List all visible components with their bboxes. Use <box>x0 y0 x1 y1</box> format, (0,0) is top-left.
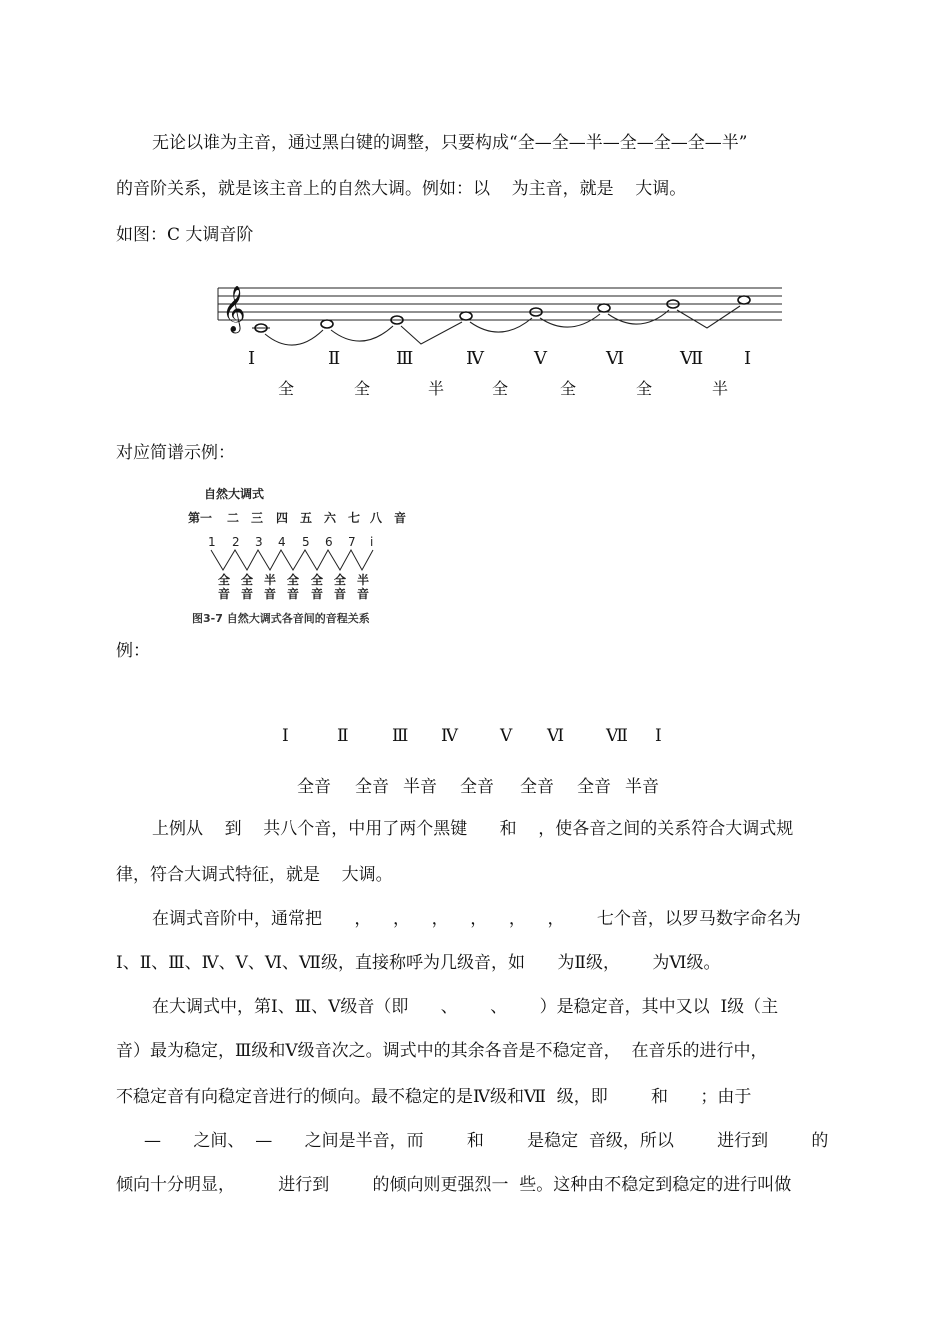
paragraph-4-line-3: 不稳定音有向稳定音进行的倾向。最不稳定的是Ⅳ级和Ⅶ 级，即 和 ；由于 <box>116 1087 752 1107</box>
paragraph-2-line-1: 上例从 到 共八个音，中用了两个黑键 和 ，使各音之间的关系符合大调式规 <box>152 819 794 839</box>
note-4 <box>460 312 472 320</box>
staff-interval: 全 <box>560 379 577 398</box>
jianpu-header: 第一 <box>188 511 213 525</box>
staff-interval: 全 <box>636 379 653 398</box>
jianpu-number: 6 <box>325 535 333 549</box>
example-degree: Ⅰ <box>282 726 289 746</box>
jianpu-step: 全 <box>241 573 254 587</box>
treble-clef-icon: 𝄞 <box>222 286 246 332</box>
example-degree-row <box>0 726 950 750</box>
example-label: 例： <box>116 641 150 661</box>
example-degree: Ⅳ <box>441 726 458 746</box>
jianpu-step: 半 <box>357 573 370 587</box>
note-8 <box>738 296 750 304</box>
staff-lines <box>218 288 782 320</box>
jianpu-number: 4 <box>278 535 286 549</box>
paragraph-4-line-2: 音）最为稳定，Ⅲ级和Ⅴ级音次之。调式中的其余各音是不稳定音， 在音乐的进行中， <box>116 1041 768 1061</box>
jianpu-title: 自然大调式 <box>204 487 265 501</box>
example-interval: 全音 <box>577 777 611 797</box>
jianpu-number: 2 <box>232 535 240 549</box>
jianpu-caption: 图3-7 自然大调式各音间的音程关系 <box>192 612 370 625</box>
jianpu-number: i <box>370 535 374 549</box>
paragraph-1-line-2: 的音阶关系，就是该主音上的自然大调。例如：以 为主音，就是 大调。 <box>116 179 687 199</box>
staff-degree-labels <box>0 348 950 372</box>
jianpu-number: 1 <box>208 535 216 549</box>
example-interval: 全音 <box>460 777 494 797</box>
example-degree: Ⅶ <box>606 726 628 746</box>
jianpu-header: 音 <box>394 511 407 525</box>
example-interval-row <box>0 772 950 796</box>
figure-1-caption: 如图：C 大调音阶 <box>116 225 254 245</box>
example-interval: 全音 <box>355 777 389 797</box>
jianpu-header: 七 <box>348 511 361 525</box>
paragraph-2-line-2: 律，符合大调式特征，就是 大调。 <box>116 865 393 885</box>
note-2 <box>321 320 333 328</box>
paragraph-1-line-1: 无论以谁为主音，通过黑白键的调整，只要构成“全—全—半—全—全—全—半” <box>152 133 748 153</box>
paragraph-3-line-2: Ⅰ、Ⅱ、Ⅲ、Ⅳ、Ⅴ、Ⅵ、Ⅶ级，直接称呼为几级音，如 为Ⅱ级， 为Ⅵ级。 <box>116 953 721 973</box>
jianpu-step: 音 <box>241 587 254 601</box>
jianpu-step: 音 <box>287 587 300 601</box>
staff-degree: Ⅱ <box>328 348 341 369</box>
staff-interval: 全 <box>278 379 295 398</box>
jianpu-step: 音 <box>218 587 231 601</box>
jianpu-step: 全 <box>287 573 300 587</box>
example-interval: 半音 <box>403 777 437 797</box>
jianpu-step: 全 <box>311 573 324 587</box>
example-interval: 全音 <box>520 777 554 797</box>
example-degree: Ⅲ <box>392 726 409 746</box>
jianpu-step: 全 <box>218 573 231 587</box>
staff-interval: 半 <box>428 379 445 398</box>
jianpu-step: 音 <box>311 587 324 601</box>
jianpu-header: 八 <box>370 511 383 525</box>
staff-degree: Ⅰ <box>744 348 752 369</box>
example-interval: 全音 <box>297 777 331 797</box>
staff-interval: 全 <box>492 379 509 398</box>
jianpu-step: 全 <box>334 573 347 587</box>
figure-2-intro: 对应简谱示例： <box>116 443 235 463</box>
jianpu-step: 半 <box>264 573 277 587</box>
example-degree: Ⅰ <box>655 726 662 746</box>
jianpu-header: 五 <box>300 511 313 525</box>
jianpu-header: 六 <box>324 511 337 525</box>
example-degree: Ⅵ <box>547 726 565 746</box>
example-interval: 半音 <box>625 777 659 797</box>
jianpu-number: 5 <box>302 535 310 549</box>
example-degree: Ⅴ <box>500 726 513 746</box>
paragraph-4-line-5: 倾向十分明显， 进行到 的倾向则更强烈一 些。这种由不稳定到稳定的进行叫做 <box>116 1175 792 1195</box>
staff-degree: Ⅲ <box>396 348 414 369</box>
staff-degree: Ⅰ <box>248 348 256 369</box>
staff-interval: 半 <box>712 379 729 398</box>
staff-degree: Ⅴ <box>534 348 547 369</box>
paragraph-3-line-1: 在调式音阶中，通常把 ， ， ， ， ， ， 七个音，以罗马数字命名为 <box>152 909 801 929</box>
example-degree: Ⅱ <box>337 726 349 746</box>
staff-degree: Ⅶ <box>680 348 704 369</box>
jianpu-figure <box>180 482 420 628</box>
staff-interval-labels <box>0 376 950 400</box>
jianpu-zigzag <box>211 550 373 570</box>
jianpu-header: 三 <box>251 511 264 525</box>
staff-degree: Ⅵ <box>606 348 625 369</box>
paragraph-4-line-4: — 之间、 — 之间是半音，而 和 是稳定 音级，所以 进行到 的 <box>144 1131 829 1151</box>
jianpu-header: 二 <box>227 511 240 525</box>
jianpu-number: 7 <box>348 535 356 549</box>
staff-degree: Ⅳ <box>466 348 484 369</box>
jianpu-header: 四 <box>276 511 289 525</box>
staff-interval: 全 <box>354 379 371 398</box>
jianpu-step: 音 <box>334 587 347 601</box>
notes <box>252 296 750 332</box>
jianpu-step: 音 <box>357 587 370 601</box>
paragraph-4-line-1: 在大调式中，第Ⅰ、Ⅲ、Ⅴ级音（即 、 、 ）是稳定音，其中又以 Ⅰ级（主 <box>152 997 779 1017</box>
note-6 <box>598 304 610 312</box>
jianpu-number: 3 <box>255 535 263 549</box>
jianpu-step: 音 <box>264 587 277 601</box>
